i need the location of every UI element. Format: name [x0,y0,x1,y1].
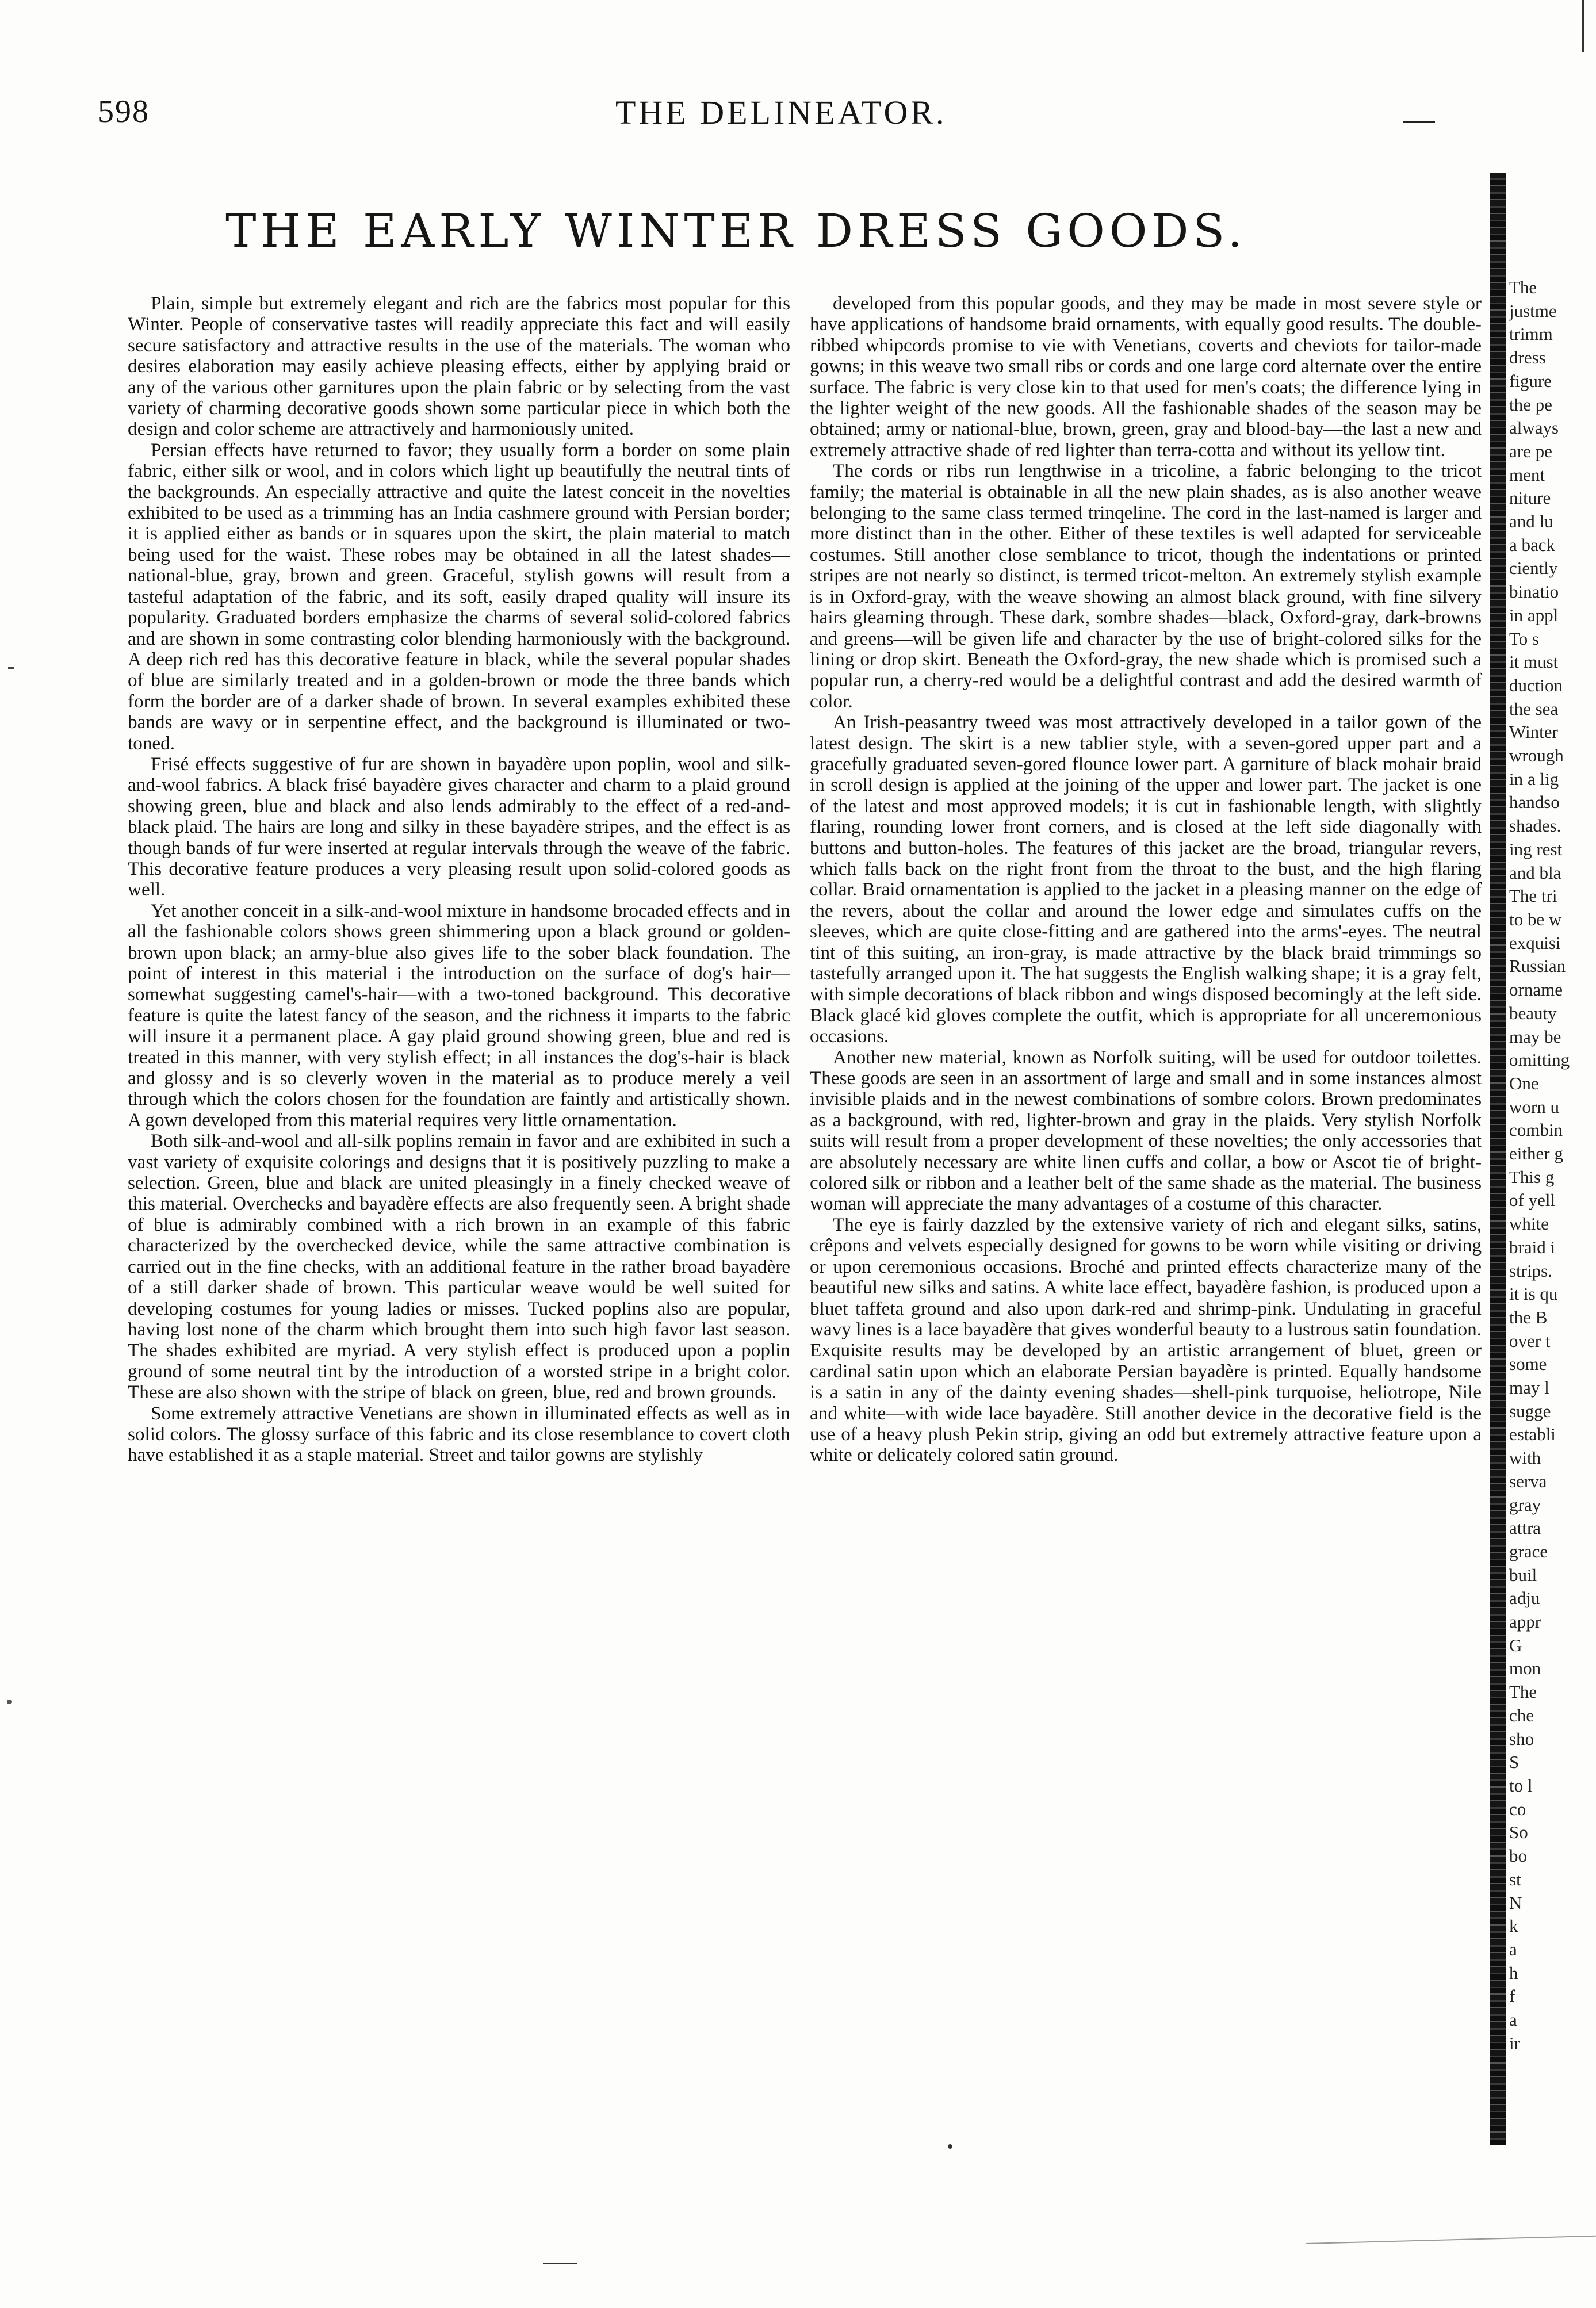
bleed-text-fragment: justme [1509,300,1557,321]
bleed-text-fragment: exquisi [1509,932,1561,953]
bleed-text-fragment: it must [1509,652,1559,672]
article-title: THE EARLY WINTER DRESS GOODS. [225,204,1247,258]
bleed-text-fragment: over t [1509,1330,1551,1351]
margin-dot [7,1700,12,1704]
bleed-text-fragment: Winter [1509,722,1558,742]
bleed-text-fragment: trimm [1509,324,1553,345]
bleed-text-fragment: wrough [1509,745,1564,766]
bleed-text-fragment: it is qu [1509,1284,1558,1304]
bleed-text-fragment: with [1509,1448,1541,1468]
page-number: 598 [98,94,150,129]
bleed-text-fragment: bo [1509,1846,1527,1866]
bleed-text-fragment: buil [1509,1564,1537,1585]
page-edge-line [1306,2236,1596,2244]
paragraph: Plain, simple but extremely elegant and rich are the fabrics most popular for this Winter. People of conservative tastes will readily appreciate this fact and will easily secure satisfactory and attractive results in the use of the materials. The woman who desires elaboration may easily achieve pleasing effects, either by applying braid or any of the various other garnitures upon the plain fabric or by selecting from the vast variety of charming decorative goods shown some particular piece in which both the design and color scheme are attractively and harmoniously united. [128,293,790,440]
bleed-text-fragment: to l [1509,1775,1533,1796]
footer-rule [543,2263,577,2264]
paragraph: Yet another conceit in a silk-and-wool mixture in handsome brocaded effects and in all the fashionable colors shows green shimmering upon a black ground or golden-brown upon black; an army-blue also gives life to the sober black foundation. The point of interest in this material i the introduction on the surface of dog's hair—somewhat suggesting camel's-hair—with a two-toned background. This decorative feature is quite the latest fancy of the season, and the richness it imparts to the fabric will insure it a permanent place. A gay plaid ground showing green, blue and red is treated in this manner, with very stylish effect; in all instances the dog's-hair is black and glossy and is so cleverly woven in the material as to produce merely a veil through which the colors chosen for the foundation are faintly and artistically shown. A gown developed from this material requires very little ornamentation. [128,900,790,1131]
bleed-text-fragment: che [1509,1705,1534,1725]
bleed-text-fragment: One [1509,1073,1539,1093]
paragraph: Frisé effects suggestive of fur are shown in bayadère upon poplin, wool and silk-and-wool fabrics. A black frisé bayadère gives character and charm to a plaid ground showing green, blue and black and also lends admirably to the effect of a red-and-black plaid. The hairs are long and silky in these bayadère stripes, and the effect is as though bands of fur were inserted at regular intervals through the weave of the fabric. This decorative feature produces a very pleasing result upon solid-colored goods as well. [128,753,790,901]
bleed-text-fragment: sho [1509,1728,1534,1749]
bleed-text-fragment: k [1509,1916,1518,1936]
bleed-text-fragment: may be [1509,1026,1561,1047]
bleed-text-fragment: dress [1509,347,1546,368]
paragraph: developed from this popular goods, and they may be made in most severe style or have applications of handsome braid ornaments, with equally good results. The double-ribbed whipcords promise to vie with Venetians, coverts and cheviots for tailor-made gowns; in this weave two small ribs or cords and one large cord alternate over the entire surface. The fabric is very close kin to that used for men's coats; the difference lying in the lighter weight of the new goods. All the fashionable shades of the season may be obtained; army or national-blue, brown, green, gray and blood-bay—the last a new and extremely attractive shade of red lighter than terra-cotta and without its yellow tint. [810,293,1482,461]
bleed-text-fragment: and lu [1509,511,1553,532]
paragraph: The eye is fairly dazzled by the extensive variety of rich and elegant silks, satins, crêpons and velvets especially designed for gowns to be worn while visiting or driving or upon ceremonious occasions. Broché and printed effects characterize many of the beautiful new silks and satins. A white lace effect, bayadère fashion, is produced upon a bluet taffeta ground and also upon dark-red and shrimp-pink. Undulating in graceful wavy lines is a lace bayadère that gives wonderful beauty to a lustrous satin foundation. Exquisite results may be developed by an artistic arrangement of bluet, green or cardinal satin upon which an elaborate Persian bayadère is printed. Equally handsome is a satin in any of the dainty evening shades—shell-pink turquoise, heliotrope, Nile and white—with wide lace bayadère. Still another device in the decorative field is the use of a heavy plush Pekin strip, giving an odd but extremely attractive feature upon a white or delicately colored satin ground. [810,1214,1482,1466]
bleed-text-fragment: h [1509,1962,1518,1983]
ink-dot [948,2144,952,2149]
bleed-text-fragment: grace [1509,1541,1548,1561]
bleed-text-fragment: binatio [1509,581,1559,602]
bleed-text-fragment: f [1509,1986,1515,2007]
bleed-text-fragment: The [1509,277,1537,297]
bleed-text-fragment: niture [1509,488,1551,508]
bleed-text-fragment: may l [1509,1377,1549,1398]
bleed-text-fragment: appr [1509,1612,1541,1632]
bleed-text-fragment: beauty [1509,1002,1557,1023]
text-column-middle [810,293,1482,2099]
bleed-text-fragment: some [1509,1354,1547,1375]
bleed-text-fragment: This g [1509,1166,1555,1187]
adjacent-page-bleed [1506,276,1596,2139]
bleed-text-fragment: ment [1509,464,1545,485]
bleed-text-fragment: gray [1509,1494,1541,1515]
margin-mark [8,667,14,669]
bleed-text-fragment: figure [1509,370,1552,391]
binding-gutter-shadow [1490,173,1506,2145]
bleed-text-fragment: strips. [1509,1260,1552,1281]
paragraph: The cords or ribs run lengthwise in a tricoline, a fabric belonging to the tricot family; the material is obtainable in all the new plain shades, as is also another weave belonging to the same class termed trinqeline. The cord in the last-named is larger and more distinct than in the other. Either of these textiles is well adapted for serviceable costumes. Still another close semblance to tricot, though the indentations or printed stripes are not nearly so distinct, is termed tricot-melton. An extremely stylish example is in Oxford-gray, with the weave showing an almost black ground, with fine silvery hairs gleaming through. These dark, sombre shades—black, Oxford-gray, dark-browns and greens—will be given life and character by the use of bright-colored silks for the lining or drop skirt. Beneath the Oxford-gray, the new shade which is promised such a popular run, a cherry-red would be a delightful contrast and add the desired warmth of color. [810,460,1482,712]
bleed-text-fragment: ir [1509,2033,1520,2053]
bleed-text-fragment: combin [1509,1120,1563,1140]
bleed-text-fragment: in a lig [1509,768,1559,789]
running-head [98,93,1490,139]
bleed-text-fragment: Russian [1509,956,1566,977]
bleed-text-fragment: So [1509,1822,1528,1843]
bleed-text-fragment: the B [1509,1307,1548,1327]
bleed-text-fragment: establi [1509,1424,1556,1445]
bleed-text-fragment: S [1509,1752,1520,1773]
bleed-text-fragment: to be w [1509,909,1562,929]
edge-rule [1582,0,1584,52]
bleed-text-fragment: the pe [1509,394,1552,415]
bleed-text-fragment: st [1509,1869,1521,1889]
bleed-text-fragment: The [1509,1682,1537,1702]
bleed-text-fragment: white [1509,1214,1549,1234]
bleed-text-fragment: adju [1509,1588,1540,1609]
bleed-text-fragment: are pe [1509,441,1552,461]
bleed-text-fragment: G [1509,1635,1522,1655]
bleed-text-fragment: serva [1509,1471,1547,1491]
paragraph: Some extremely attractive Venetians are shown in illuminated effects as well as in solid colors. The glossy surface of this fabric and its close resemblance to covert cloth have established it as a staple material. Street and tailor gowns are stylishly [128,1402,790,1466]
bleed-text-fragment: always [1509,418,1559,438]
paragraph: Another new material, known as Norfolk suiting, will be used for outdoor toilettes. These goods are seen in an assortment of large and small and in some instances almost invisible plaids and in the newest combinations of sombre colors. Brown predominates as a background, with red, lighter-brown and gray in the plaids. Very stylish Norfolk suits will result from a proper development of these novelties; the only accessories that are absolutely necessary are white linen cuffs and collar, a bow or Ascot tie of bright-colored silk or ribbon and a leather belt of the same shade as the material. The business woman will appreciate the many advantages of a costume of this character. [810,1046,1482,1215]
bleed-text-fragment: either g [1509,1143,1563,1164]
bleed-text-fragment: worn u [1509,1096,1559,1117]
bleed-text-fragment: handso [1509,792,1560,813]
bleed-text-fragment: braid i [1509,1237,1556,1257]
paragraph: Both silk-and-wool and all-silk poplins remain in favor and are exhibited in such a vast variety of exquisite colorings and designs that it is positively puzzling to make a selection. Green, blue and black are united pleasingly in a finely checked weave of this material. Overchecks and bayadère effects are also frequently seen. A bright shade of blue is admirably combined with a rich brown in an example of this fabric characterized by the overchecked device, while the same attractive combination is carried out in the fine checks, with an additional feature in the rather broad bayadère of a still darker shade of brown. This particular weave would be well suited for developing costumes for young ladies or misses. Tucked poplins also are popular, having lost none of the charm which brought them into such high favor last season. The shades exhibited are myriad. A very stylish effect is produced upon a poplin ground of some neutral tint by the introduction of a worsted stripe in a bright color. These are also shown with the stripe of black on green, blue, red and brown grounds. [128,1130,790,1403]
bleed-text-fragment: mon [1509,1658,1541,1679]
bleed-text-fragment: The tri [1509,886,1557,906]
bleed-text-fragment: sugge [1509,1400,1551,1421]
paragraph: Persian effects have returned to favor; they usually form a border on some plain fabric, either silk or wool, and in colors which light up beautifully the neutral tints of the backgrounds. An especially attractive and quite the latest conceit in the novelties exhibited to be used as a trimming has an India cashmere ground with Persian border; it is applied either as bands or in squares upon the skirt, the plain material to match being used for the waist. These robes may be obtained in all the latest shades—national-blue, gray, brown and green. Graceful, stylish gowns will result from a tasteful adaptation of the fabric, and its soft, easily draped quality will insure its popularity. Graduated borders emphasize the charms of several solid-colored fabrics and are shown in some contrasting color blending harmoniously with the background. A deep rich red has this decorative feature in black, while the several popular shades of blue are similarly treated and in a golden-brown or mode the three bands which form the border are of a darker shade of brown. In several examples exhibited these bands are wavy or in serpentine effect, and the background is illuminated or two-toned. [128,439,790,754]
bleed-text-fragment: and bla [1509,862,1561,883]
bleed-text-fragment: attra [1509,1518,1541,1538]
bleed-text-fragment: omitting [1509,1050,1570,1070]
bleed-text-fragment: N [1509,1892,1522,1913]
paragraph: An Irish-peasantry tweed was most attractively developed in a tailor gown of the latest design. The skirt is a new tablier style, with a seven-gored upper part and a gracefully graduated seven-gored flounce lower part. A garniture of black mohair braid in scroll design is applied at the joining of the upper and lower part. The jacket is one of the latest and most approved models; it is cut in fashionable length, with slightly flaring, rounding lower front corners, and is closed at the left side diagonally with buttons and button-holes. The features of this jacket are the broad, triangular revers, which falls back on the right front from the throat to the bust, and the high flaring collar. Braid ornamentation is applied to the jacket in a pleasing manner on the edge of the revers, about the collar and around the lower edge and simulates cuffs on the sleeves, which are quite close-fitting and are gathered into the arms'-eyes. The neutral tint of this suiting, an iron-gray, is made attractive by the black braid trimmings so tastefully arranged upon it. The hat suggests the English walking shape; it is a gray felt, with simple decorations of black ribbon and wings disposed becomingly at the left side. Black glacé kid gloves complete the outfit, which is appropriate for all unceremonious occasions. [810,711,1482,1047]
bleed-text-fragment: a [1509,1939,1517,1959]
bleed-text-fragment: in appl [1509,604,1559,625]
bleed-text-fragment: ing rest [1509,839,1563,859]
bleed-text-fragment: a back [1509,534,1556,555]
bleed-text-fragment: shades. [1509,816,1561,836]
bleed-text-fragment: co [1509,1798,1526,1819]
bleed-text-fragment: of yell [1509,1190,1556,1211]
printer-mark [1403,121,1435,123]
bleed-text-fragment: orname [1509,979,1563,1000]
bleed-text-fragment: the sea [1509,698,1559,719]
bleed-text-fragment: duction [1509,675,1563,695]
publication-title: THE DELINEATOR. [615,94,947,131]
bleed-text-fragment: ciently [1509,558,1558,579]
text-column-left [128,293,790,2099]
bleed-text-fragment: a [1509,2010,1517,2030]
bleed-text-fragment: To s [1509,628,1540,649]
